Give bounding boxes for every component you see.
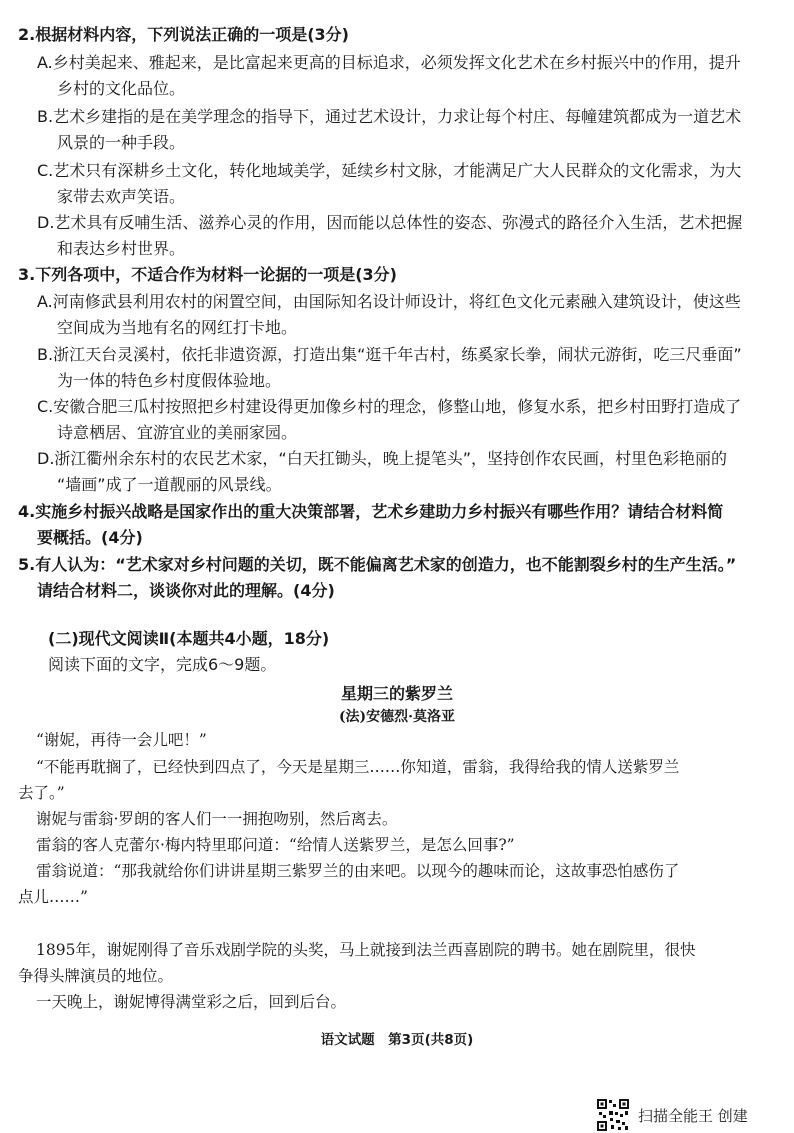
story-paragraph: “不能再耽搁了，已经快到四点了，今天是星期三……你知道，雷翁，我得给我的情人送紫罗兰 bbox=[36, 758, 680, 776]
watermark-text: 扫描全能王 创建 bbox=[638, 1106, 748, 1125]
question-2-option-d-cont: 和表达乡村世界。 bbox=[57, 239, 186, 258]
question-4-line-2: 要概括。(4分) bbox=[37, 528, 143, 547]
question-2-option-b-cont: 风景的一种手段。 bbox=[57, 133, 186, 152]
section-heading: (二)现代文阅读Ⅱ(本题共4小题，18分) bbox=[48, 629, 330, 648]
question-3-option-c: C.安徽合肥三瓜村按照把乡村建设得更加像乡村的理念，修整山地，修复水系，把乡村田野打造成了 bbox=[37, 397, 742, 416]
question-3-option-d-cont: “墙画”成了一道靓丽的风景线。 bbox=[57, 475, 282, 494]
question-2-option-a-cont: 乡村的文化品位。 bbox=[57, 79, 186, 98]
story-paragraph: “谢妮，再待一会儿吧！” bbox=[36, 731, 207, 749]
story-author: (法)安德烈·莫洛亚 bbox=[338, 709, 456, 725]
question-3-option-d: D.浙江衢州余东村的农民艺术家，“白天扛锄头，晚上提笔头”，坚持创作农民画，村里色彩艳丽的 bbox=[37, 449, 727, 468]
question-2-option-b: B.艺术乡建指的是在美学理念的指导下，通过艺术设计，力求让每个村庄、每幢建筑都成为一道艺术 bbox=[37, 107, 742, 126]
story-paragraph: 谢妮与雷翁·罗朗的客人们一一拥抱吻别，然后离去。 bbox=[36, 810, 398, 828]
story-title: 星期三的紫罗兰 bbox=[340, 684, 453, 703]
question-2-option-a: A.乡村美起来、雅起来，是比富起来更高的目标追求，必须发挥文化艺术在乡村振兴中的作用，提升 bbox=[37, 53, 741, 72]
question-2-option-c: C.艺术只有深耕乡土文化，转化地域美学，延续乡村文脉，才能满足广大人民群众的文化需求，为大 bbox=[37, 161, 742, 180]
story-paragraph-cont: 点儿……” bbox=[18, 888, 88, 906]
question-4-line-1: 4.实施乡村振兴战略是国家作出的重大决策部署，艺术乡建助力乡村振兴有哪些作用？请结合材料简 bbox=[18, 502, 724, 521]
story-paragraph-cont: 争得头牌演员的地位。 bbox=[18, 967, 174, 985]
story-paragraph: 雷翁说道：“那我就给你们讲讲星期三紫罗兰的由来吧。以现今的趣味而论，这故事恐怕感伤了 bbox=[36, 862, 680, 880]
question-5-line-2: 请结合材料二，谈谈你对此的理解。(4分) bbox=[37, 581, 335, 600]
question-3-option-a-cont: 空间成为当地有名的网红打卡地。 bbox=[57, 318, 298, 337]
story-paragraph: 1895年，谢妮刚得了音乐戏剧学院的头奖，马上就接到法兰西喜剧院的聘书。她在剧院里，很快 bbox=[36, 941, 696, 959]
question-3-option-a: A.河南修武县利用农村的闲置空间，由国际知名设计师设计，将红色文化元素融入建筑设计，使这些 bbox=[37, 292, 741, 311]
question-5-line-1: 5.有人认为：“艺术家对乡村问题的关切，既不能偏离艺术家的创造力，也不能割裂乡村的生产生活。” bbox=[18, 555, 737, 574]
section-instruction: 阅读下面的文字，完成6～9题。 bbox=[48, 655, 277, 674]
question-3-option-b: B.浙江天台灵溪村，依托非遗资源，打造出集“逛千年古村，练奚家长拳，闹状元游街，吃三尺垂面” bbox=[37, 345, 742, 364]
page-footer: 语文试题 第3页(共8页) bbox=[320, 1032, 474, 1048]
question-3-option-b-cont: 为一体的特色乡村度假体验地。 bbox=[57, 371, 282, 390]
question-2-option-d: D.艺术具有反哺生活、滋养心灵的作用，因而能以总体性的姿态、弥漫式的路径介入生活，艺术把握 bbox=[37, 213, 743, 232]
question-3-option-c-cont: 诗意栖居、宜游宜业的美丽家园。 bbox=[57, 423, 298, 442]
story-paragraph-cont: 去了。” bbox=[18, 784, 65, 802]
story-paragraph: 雷翁的客人克蕾尔·梅内特里耶问道：“给情人送紫罗兰，是怎么回事?” bbox=[36, 836, 515, 854]
question-3-stem: 3.下列各项中，不适合作为材料一论据的一项是(3分) bbox=[18, 265, 397, 284]
scanner-watermark bbox=[596, 1097, 748, 1133]
qr-code-icon bbox=[596, 1098, 630, 1132]
story-paragraph: 一天晚上，谢妮博得满堂彩之后，回到后台。 bbox=[36, 993, 347, 1011]
question-2-option-c-cont: 家带去欢声笑语。 bbox=[57, 187, 186, 206]
question-2-stem: 2.根据材料内容，下列说法正确的一项是(3分) bbox=[18, 25, 349, 44]
